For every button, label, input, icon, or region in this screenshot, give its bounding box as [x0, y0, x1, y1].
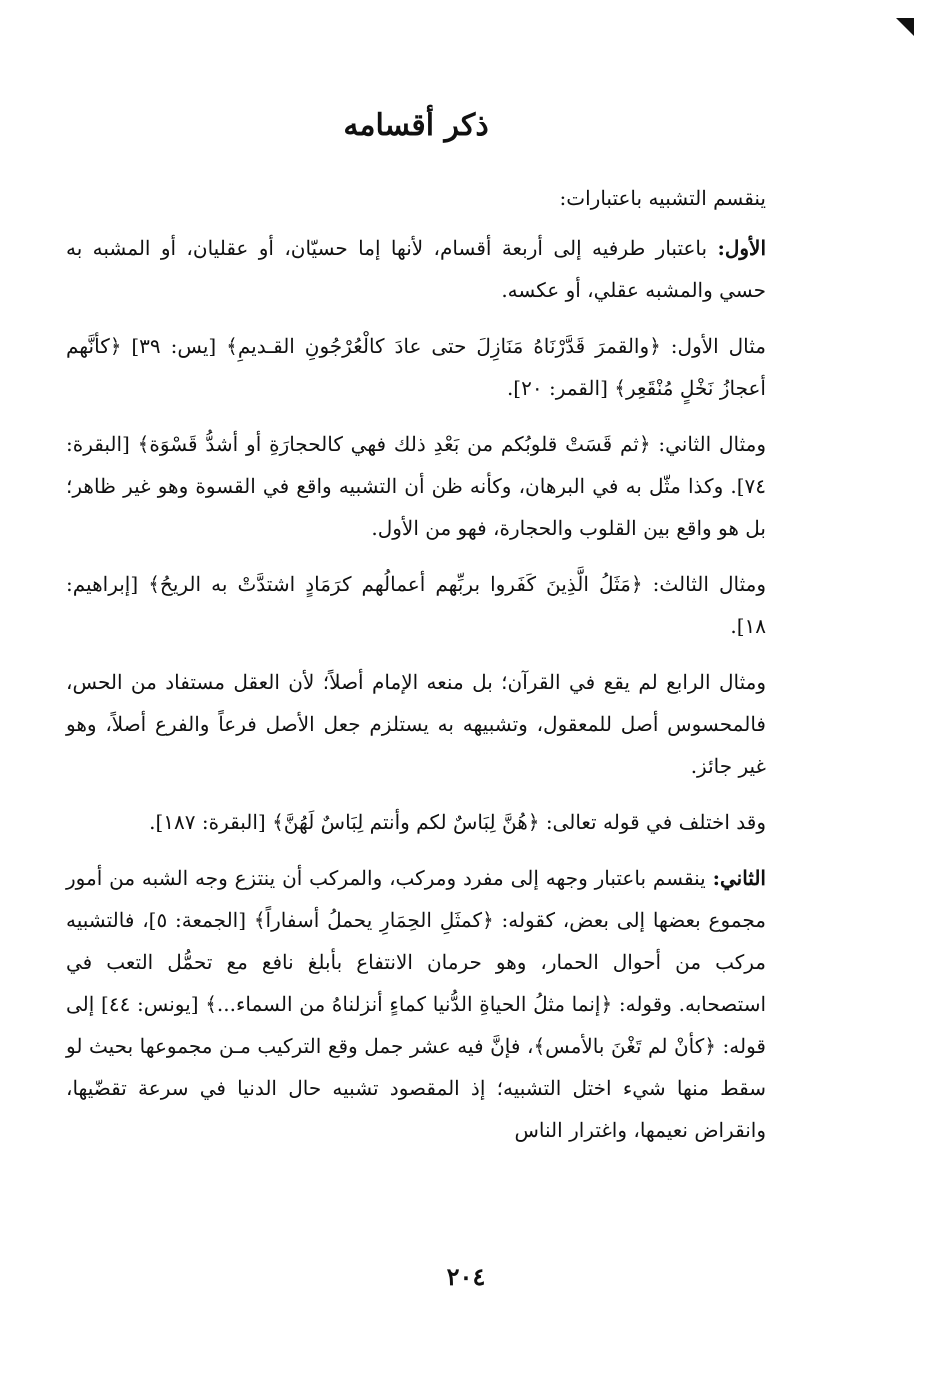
example-first-paragraph: مثال الأول: ﴿والقمرَ قَدَّرْنَاهُ مَنَازِلَ حتى عادَ كالْعُرْجُونِ القـديمِ﴾ [يس: ٣٩] ﴿كأنَّهم أعجازُ نَخْلٍ مُنْقَعِر﴾ [القمر: ٢٠].: [66, 334, 766, 400]
corner-mark: [896, 18, 914, 36]
second-division-lead: الثاني:: [712, 866, 766, 890]
section-title: ذكر أقسامه: [343, 108, 489, 143]
first-division-text: باعتبار طرفيه إلى أربعة أقسام، لأنها إما حسيّان، أو عقليان، أو المشبه به حسي والمشبه عقلي، أو عكسه.: [66, 236, 766, 302]
example-second-paragraph: ومثال الثاني: ﴿ثم قَسَتْ قلوبُكم من بَعْدِ ذلك فهي كالحجارَةِ أو أشدُّ قَسْوَة﴾ [البقرة: ٧٤]. وكذا مثّل به في البرهان، وكأنه ظن أن التشبيه واقع في القسوة وهو غير ظاهر؛ بل هو واقع بين القلوب والحجارة، فهو من الأول.: [66, 432, 766, 540]
example-third-paragraph: ومثال الثالث: ﴿مَثَلُ الَّذِينَ كَفَروا بربِّهم أعمالُهم كرَمَادٍ اشتدَّتْ به الريحُ﴾ [إبراهيم: ١٨].: [66, 572, 766, 638]
intro-paragraph: ينقسم التشبيه باعتبارات:: [559, 186, 766, 210]
page-number: ٢٠٤: [446, 1262, 486, 1291]
first-division-lead: الأول:: [717, 236, 767, 260]
page-body: [66, 100, 766, 1165]
second-division-text: ينقسم باعتبار وجهه إلى مفرد ومركب، والمركب أن ينتزع وجه الشبه من أمور مجموع بعضها إلى بعض، كقوله: ﴿كمثَلِ الحِمَارِ يحملُ أسفاراً﴾ [الجمعة: ٥]، فالتشبيه مركب من أحوال الحمار، وهو حرمان الانتفاع بأبلغ نافع مع تحمُّل التعب في استصحابه. وقوله: ﴿إنما مثلُ الحياةِ الدُّنيا كماءٍ أنزلناهُ من السماء...﴾ [يونس: ٤٤] إلى قوله: ﴿كأنْ لم تَغْنَ بالأمس﴾، فإنَّ فيه عشر جمل وقع التركيب مـن مجموعها بحيث لو سقط منها شيء اختل التشبيه؛ إذ المقصود تشبيه حال الدنيا في سرعة تقضّيها، وانقراض نعيمها، واغترار الناس: [66, 866, 767, 1142]
second-division-paragraph: [66, 857, 766, 1151]
disputed-verse-paragraph: وقد اختلف في قوله تعالى: ﴿هُنَّ لِبَاسٌ لكم وأنتم لِبَاسٌ لَهُنَّ﴾ [البقرة: ١٨٧].: [149, 810, 766, 834]
example-fourth-paragraph: ومثال الرابع لم يقع في القرآن؛ بل منعه الإمام أصلاً؛ لأن العقل مستفاد من الحس، فالمحسوس أصل للمعقول، وتشبيهه به يستلزم جعل الأصل فرعاً والفرع أصلاً، وهو غير جائز.: [66, 670, 766, 778]
first-division-paragraph: [66, 227, 766, 311]
